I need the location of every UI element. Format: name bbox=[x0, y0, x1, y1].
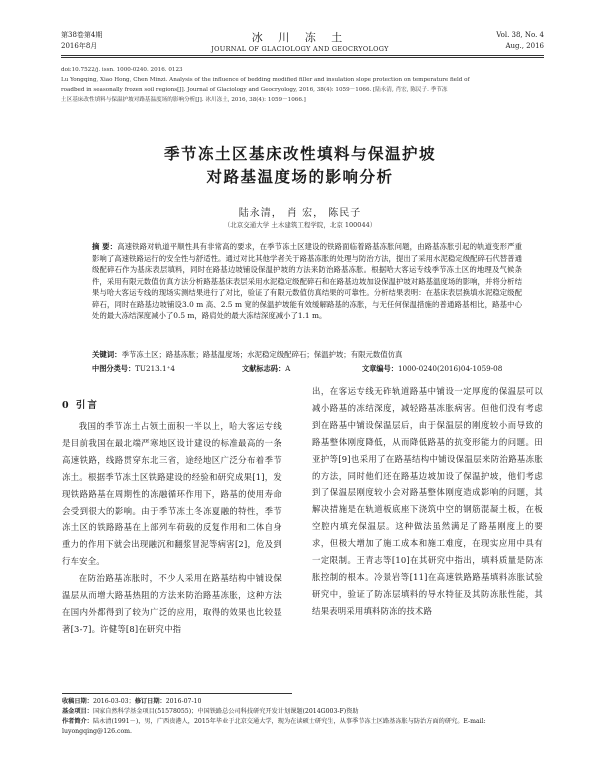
header-rule bbox=[61, 55, 544, 56]
body-left-paragraph: 在防治路基冻胀时，不少人采用在路基结构中铺设保温层从而增大路基热阻的方法来防治路基冻胀，这种方法在国内外都得到了较为广泛的应用，取得的效果也比较显著[3-7]。许健等[8]在研究中指 bbox=[62, 573, 282, 634]
keywords-label: 关键词： bbox=[92, 350, 122, 359]
doi: doi:10.7522/j. issn. 1000-0240. 2016. 0123 bbox=[61, 67, 183, 73]
affiliation: （北京交通大学 土木建筑工程学院，北京 100044） bbox=[223, 221, 377, 229]
abstract bbox=[92, 241, 522, 322]
citation-cn-line3: 土区基床改性填料与保温护坡对路基温度场的影响分析[J]. 冰川冻土, 2016, 38(4): 1059－1066.] bbox=[61, 97, 306, 103]
revised-label: 修订日期： bbox=[134, 698, 166, 705]
clc-value: TU213.1⁺4 bbox=[135, 364, 175, 373]
abstract-text: 高速铁路对轨道平顺性具有非常高的要求，在季节冻土区建设的铁路面临着路基冻胀问题，由路基冻胀引起的轨道变形严重影响了高速铁路运行的安全性与舒适性。通过对比其他学者关于路基冻胀的处理与防治方法，提出了采用水泥稳定级配碎石代替普通级配碎石作为基床表层填料，同时在路基边坡铺设保温护坡的方法来防治路基冻胀。根据哈大客运专线季节冻土区的地理及气候条件，采用有限元数值仿真方法分析路基基床表层采用水泥稳定级配碎石和在路基边坡加设保温护坡对路基温度场的影响，并将分析结果与哈大客运专线的现场实测结果进行了对比，验证了有限元数值仿真结果的可靠性。分析结果表明：在基床表层换填水泥稳定级配碎石，同时在路基边坡铺设3.0 m 高、2.5 m 宽的保温护坡能有效缓解路基的冻胀，与无任何保温措施的普通路基相比，路基中心处的最大冻结深度减小了0.5 m，路肩处的最大冻结深度减小了1.1 m。 bbox=[92, 242, 522, 320]
header-date-en: Aug., 2016 bbox=[505, 42, 544, 50]
footnote-dates bbox=[62, 697, 542, 707]
article-no-value: 1000-0240(2016)04-1059-08 bbox=[397, 364, 503, 373]
fund-label: 基金项目： bbox=[62, 708, 93, 715]
header-date-cn: 2016年8月 bbox=[61, 42, 98, 50]
doc-code-value: A bbox=[285, 364, 291, 373]
body-right-paragraph: 出，在客运专线无砟轨道路基中铺设一定厚度的保温层可以减小路基的冻结深度，减轻路基冻胀病害。但他们没有考虑到在路基中铺设保温层后，由于保温层的刚度较小而导致的路基整体刚度降低，从而降低路基的抗变形能力的问题。田亚护等[9]也采用了在路基结构中铺设保温层来防治路基冻胀的方法，同时他们还在路基边坡加设了保温护坡，他们考虑到了保温层刚度较小会对路基整体刚度造成影响的问题，其解决措施是在轨道板底座下浇筑中空的钢筋混凝土板，在板空腔内填充保温层。这种做法虽然满足了路基刚度上的要求，但极大增加了施工成本和施工难度，在现实应用中具有一定限制。王青志等[10]在其研究中指出，填料质量是防冻胀控制的根本。冷景岩等[11]在高速铁路路基填料冻胀试验研究中，验证了防冻层填料的导水特征及其防冻胀性能，其结果表明采用填料防冻的技术路 bbox=[312, 386, 543, 616]
classification bbox=[92, 363, 532, 374]
clc-label: 中图分类号： bbox=[92, 364, 136, 373]
paper-title-line2: 对路基温度场的影响分析 bbox=[206, 167, 394, 186]
paper-title-line1: 季节冻土区基床改性填料与保温护坡 bbox=[163, 144, 436, 163]
citation-en-line1: Lu Yongqing, Xiao Hong, Chen Minzi. Analysis of the influence of bedding modified filler and insulation slope protection on temperature field of bbox=[61, 77, 470, 83]
journal-title-cn: 冰 川 冻 土 bbox=[251, 31, 349, 44]
fund-text: 国家自然科学基金项目(51578055)；中国铁路总公司科技研究开发计划课题(2014G003-F)资助 bbox=[92, 708, 359, 715]
keywords bbox=[92, 349, 522, 360]
body-right-column bbox=[312, 383, 543, 620]
doc-code-label: 文献标志码： bbox=[242, 364, 286, 373]
revised-date: 2016-07-10 bbox=[165, 698, 202, 705]
bio-text: 陆永清(1991－)，男，广西贵港人，2015年毕业于北京交通大学，现为在读硕士研究生，从事季节冻土区路基冻胀与防治方面的研究。E-mail: luyongqing@126.com. bbox=[62, 718, 486, 735]
footnote-rule bbox=[62, 693, 292, 694]
footnote-fund bbox=[62, 707, 542, 717]
keywords-text: 季节冻土区；路基冻胀；路基温度场；水泥稳定级配碎石；保温护坡；有限元数值仿真 bbox=[121, 350, 403, 359]
section-heading-intro: 0 引言 bbox=[62, 400, 99, 411]
journal-title-en: JOURNAL OF GLACIOLOGY AND GEOCRYOLOGY bbox=[211, 45, 389, 53]
abstract-label: 摘 要： bbox=[92, 242, 118, 251]
header-volume-cn: 第38卷第4期 bbox=[61, 31, 103, 39]
bio-label: 作者简介： bbox=[62, 718, 93, 725]
authors: 陆永清， 肖 宏， 陈民子 bbox=[238, 208, 362, 219]
received-date: 2016-03-03； bbox=[92, 698, 135, 705]
body-left-paragraph: 我国的季节冻土占领土面积一半以上，哈大客运专线是目前我国在最北端严寒地区设计建设的标准最高的一条高速铁路，线路贯穿东北三省，途经地区广泛分布着季节冻土。根据季节冻土区铁路建设的经验和研究成果[1]，发现铁路路基在周期性的冻融循环作用下，路基的使用寿命会受到很大的影响。由于季节冻土冬冻夏融的特性，季节冻土区的铁路路基在上部列车荷载的反复作用和二体自身重力的作用下就会出现融沉和翻浆冒泥等病害[2]，危及到行车安全。 bbox=[62, 421, 282, 567]
article-no-label: 文章编号： bbox=[362, 364, 398, 373]
footnote-bio bbox=[62, 717, 542, 737]
header-volume-en: Vol. 38, No. 4 bbox=[496, 31, 544, 39]
header-rule-2 bbox=[61, 57, 544, 58]
received-label: 收稿日期： bbox=[62, 698, 93, 705]
citation-en-line2: roadbed in seasonally frozen soil regions[J]. Journal of Glaciology and Geocryology, 2016, 38(4): 1059－1066. [陆永清, 肖宏, 陈民子. 季节冻 bbox=[61, 87, 448, 93]
body-left-column bbox=[62, 418, 282, 638]
